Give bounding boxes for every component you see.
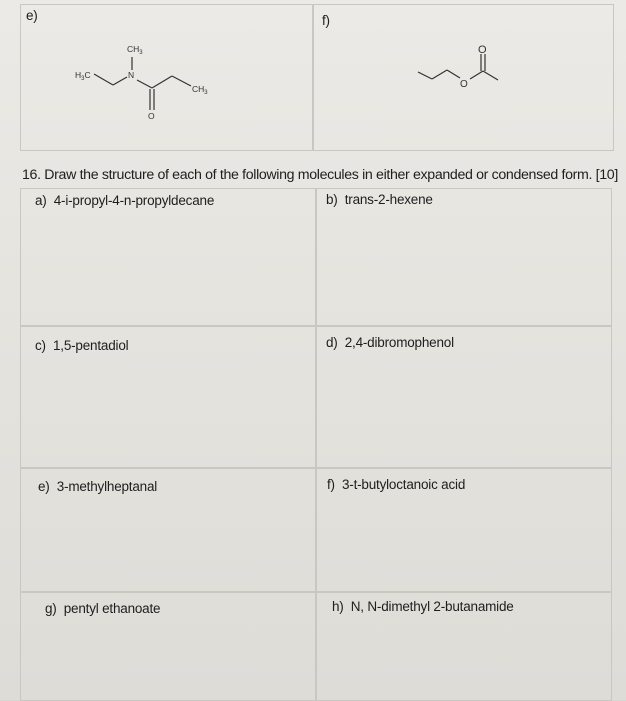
prev-part-f-label: f) [322, 13, 330, 28]
question-title: 16. Draw the structure of each of the following molecules in either expanded or condensed form. [10] [22, 167, 618, 183]
part-c-name: 1,5-pentadiol [52, 338, 129, 353]
part-c-label: c) 1,5-pentadiol [35, 338, 129, 353]
ch3-top-label: $CH_3$ [127, 44, 143, 56]
part-b-name: trans-2-hexene [344, 192, 433, 207]
part-a-label: a) 4-i-propyl-4-n-propyldecane [35, 193, 215, 208]
part-b-label: b) trans-2-hexene [326, 192, 433, 207]
part-g-label: g) pentyl ethanoate [45, 601, 161, 616]
part-d-label: d) 2,4-dibromophenol [326, 335, 454, 350]
part-f-label: f) 3-t-butyloctanoic acid [327, 477, 466, 492]
part-f-name: 3-t-butyloctanoic acid [341, 477, 466, 492]
answer-box-a [20, 188, 317, 327]
part-h-label: h) N, N-dimethyl 2-butanamide [332, 599, 514, 614]
part-e-label: e) 3-methylheptanal [38, 479, 158, 494]
part-e-name: 3-methylheptanal [56, 479, 158, 494]
part-a-name: 4-i-propyl-4-n-propyldecane [53, 193, 215, 208]
ch3-right-label: $CH_3$ [192, 84, 208, 96]
h3c-label: $H_3C$ [75, 70, 91, 82]
answer-box-b [315, 188, 612, 327]
part-h-name: N, N-dimethyl 2-butanamide [350, 599, 514, 614]
oxygen-label: O [148, 111, 155, 121]
part-g-name: pentyl ethanoate [63, 601, 161, 616]
part-d-name: 2,4-dibromophenol [344, 335, 454, 350]
ester-carbonyl-oxygen: O [478, 44, 487, 56]
prev-part-e-label: e) [26, 8, 38, 23]
nitrogen-label: N [128, 70, 135, 80]
ester-oxygen: O [460, 79, 468, 90]
